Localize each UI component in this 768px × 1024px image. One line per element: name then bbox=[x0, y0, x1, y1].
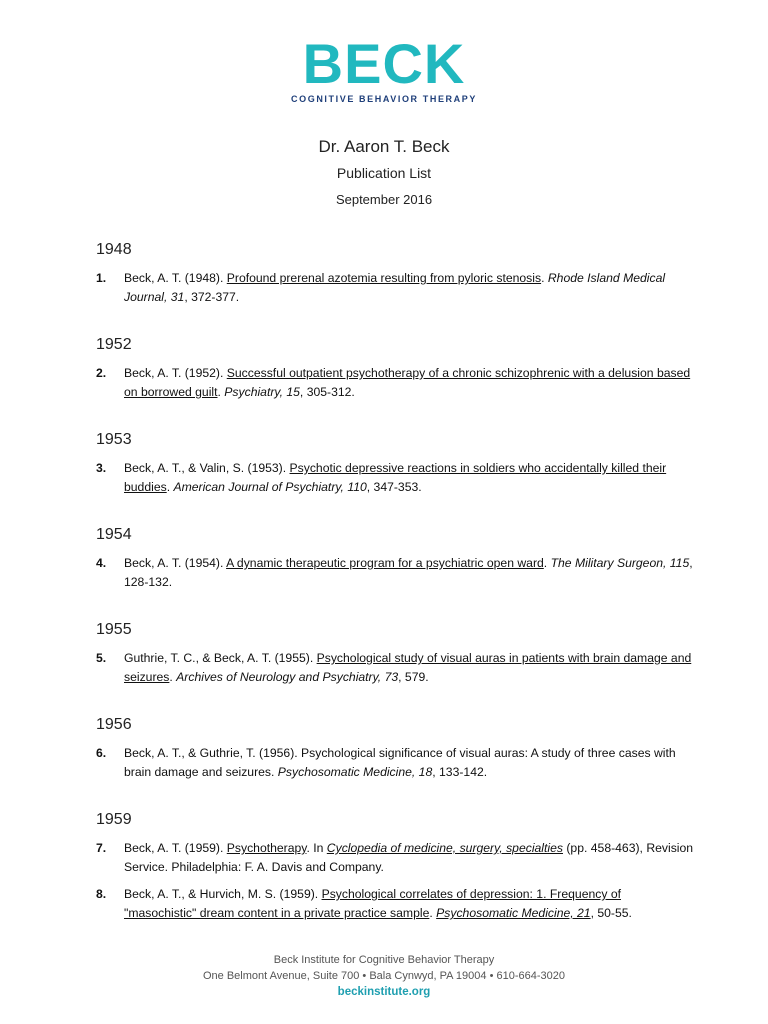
entry-journal: American Journal of Psychiatry, 110 bbox=[173, 480, 367, 494]
entry-pages: , 50-55. bbox=[590, 906, 632, 920]
entry-authors: Beck, A. T. (1948). bbox=[124, 271, 227, 285]
entry-journal: Psychosomatic Medicine, 21 bbox=[436, 906, 591, 920]
entry-journal: Rhode Island Medical Journal, 31 bbox=[124, 271, 666, 304]
entry-number: 8. bbox=[96, 887, 107, 901]
entry-pages: , 133-142. bbox=[432, 765, 488, 779]
year-section bbox=[96, 810, 696, 923]
entry-pages: , 579. bbox=[398, 670, 429, 684]
footer bbox=[0, 952, 768, 1000]
entry-authors: Beck, A. T., & Valin, S. (1953). bbox=[124, 461, 290, 475]
footer-institute: Beck Institute for Cognitive Behavior Therapy bbox=[273, 954, 495, 966]
entry-number: 2. bbox=[96, 366, 107, 380]
entry-separator: . bbox=[166, 480, 174, 494]
entry-authors: Guthrie, T. C., & Beck, A. T. (1955). bbox=[124, 651, 317, 665]
year-heading: 1954 bbox=[96, 526, 132, 543]
entry-number: 1. bbox=[96, 271, 107, 285]
year-heading: 1953 bbox=[96, 431, 132, 448]
year-heading: 1948 bbox=[96, 241, 132, 258]
entry-pages: , 128-132. bbox=[124, 556, 693, 589]
logo-wordmark: BECK bbox=[302, 32, 466, 95]
publication-entry bbox=[96, 364, 696, 402]
year-heading: 1956 bbox=[96, 716, 132, 733]
entry-separator: . bbox=[543, 556, 551, 570]
year-section bbox=[96, 240, 696, 335]
publication-entry bbox=[96, 649, 696, 687]
publication-entry bbox=[96, 459, 696, 497]
entry-title: Successful outpatient psychotherapy of a chronic schizophrenic with a delusion based on borrowed guilt bbox=[124, 366, 691, 399]
footer-address: One Belmont Avenue, Suite 700 • Bala Cynwyd, PA 19004 • 610-664-3020 bbox=[203, 970, 565, 982]
year-section bbox=[96, 715, 696, 810]
beck-logo bbox=[0, 32, 768, 104]
entry-pages: (pp. 458-463), Revision Service. Philadelphia: F. A. Davis and Company. bbox=[124, 841, 694, 874]
entry-number: 3. bbox=[96, 461, 107, 475]
entry-authors: Beck, A. T. (1952). bbox=[124, 366, 227, 380]
year-heading: 1952 bbox=[96, 336, 132, 353]
year-section bbox=[96, 430, 696, 525]
entry-journal: The Military Surgeon, 115 bbox=[550, 556, 690, 570]
document-date: September 2016 bbox=[335, 192, 433, 207]
year-section bbox=[96, 335, 696, 430]
entry-title: Psychotherapy bbox=[226, 841, 307, 855]
year-heading: 1955 bbox=[96, 621, 132, 638]
entry-authors: Beck, A. T. (1959). bbox=[124, 841, 227, 855]
entry-authors: Beck, A. T., & Guthrie, T. (1956). Psychological significance of visual auras: A study of three cases with brain damage and seizures. bbox=[124, 746, 676, 779]
publication-entry bbox=[96, 554, 696, 592]
year-heading: 1959 bbox=[96, 811, 132, 828]
entry-title: A dynamic therapeutic program for a psychiatric open ward bbox=[226, 556, 544, 570]
author-name: Dr. Aaron T. Beck bbox=[318, 137, 450, 156]
entry-authors: Beck, A. T., & Hurvich, M. S. (1959). bbox=[124, 887, 322, 901]
entry-pages: , 372-377. bbox=[184, 290, 240, 304]
entry-pages: , 305-312. bbox=[299, 385, 355, 399]
logo-subtitle: COGNITIVE BEHAVIOR THERAPY bbox=[291, 94, 477, 104]
entry-separator: . bbox=[429, 906, 437, 920]
entry-journal: Psychosomatic Medicine, 18 bbox=[277, 765, 433, 779]
entry-title: Psychological study of visual auras in patients with brain damage and seizures bbox=[124, 651, 692, 684]
entry-number: 7. bbox=[96, 841, 107, 855]
entry-journal: Archives of Neurology and Psychiatry, 73 bbox=[176, 670, 399, 684]
publication-list bbox=[96, 240, 696, 931]
entry-pages: , 347-353. bbox=[366, 480, 422, 494]
publication-entry bbox=[96, 885, 696, 923]
entry-journal: Psychiatry, 15 bbox=[224, 385, 300, 399]
entry-title: Psychological correlates of depression: 1. Frequency of "masochistic" dream content in a private practice sample bbox=[124, 887, 621, 920]
document-title: Publication List bbox=[336, 165, 432, 181]
footer-website-link[interactable]: beckinstitute.org bbox=[337, 986, 431, 998]
entry-journal: Cyclopedia of medicine, surgery, specialties bbox=[326, 841, 563, 855]
entry-number: 4. bbox=[96, 556, 107, 570]
entry-authors: Beck, A. T. (1954). bbox=[124, 556, 227, 570]
publication-entry bbox=[96, 269, 696, 307]
entry-separator: . bbox=[217, 385, 225, 399]
year-section bbox=[96, 620, 696, 715]
entry-separator: . bbox=[541, 271, 548, 285]
entry-title: Psychotic depressive reactions in soldiers who accidentally killed their buddies bbox=[124, 461, 667, 494]
year-section bbox=[96, 525, 696, 620]
entry-number: 6. bbox=[96, 746, 107, 760]
publication-entry bbox=[96, 744, 696, 782]
entry-separator: . In bbox=[306, 841, 327, 855]
publication-entry bbox=[96, 839, 696, 877]
entry-number: 5. bbox=[96, 651, 107, 665]
entry-separator: . bbox=[169, 670, 177, 684]
entry-title: Profound prerenal azotemia resulting from pyloric stenosis bbox=[226, 271, 542, 285]
